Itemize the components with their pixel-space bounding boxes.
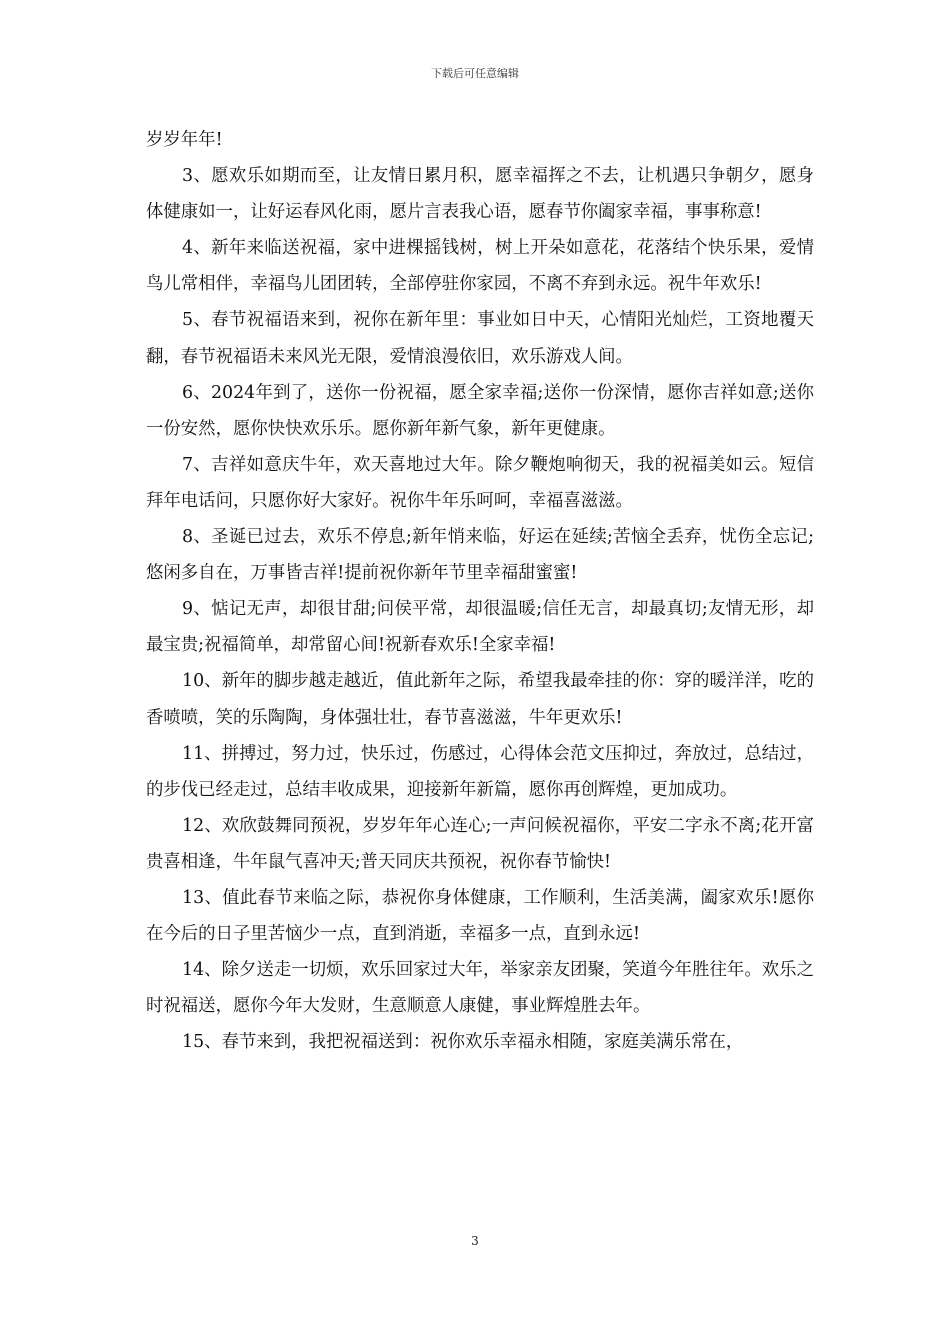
paragraph-continuation: 岁岁年年! [146, 130, 223, 150]
paragraph-item-4: 4、新年来临送祝福，家中进棵摇钱树，树上开朵如意花，花落结个快乐果，爱情鸟儿常相伴，幸福鸟儿团团转，全部停驻你家园，不离不弃到永远。祝牛年欢乐! [146, 238, 814, 295]
paragraph-item-15: 15、春节来到，我把祝福送到：祝你欢乐幸福永相随，家庭美满乐常在， [182, 1032, 744, 1053]
paragraph-item-14: 14、除夕送走一切烦，欢乐回家过大年，举家亲友团聚，笑道今年胜往年。欢乐之时祝福送，愿你今年大发财，生意顺意人康健，事业辉煌胜去年。 [146, 960, 814, 1017]
document-body [146, 122, 814, 1060]
paragraph-item-10: 10、新年的脚步越走越近，值此新年之际，希望我最牵挂的你：穿的暖洋洋，吃的香喷喷，笑的乐陶陶，身体强壮壮，春节喜滋滋，牛年更欢乐! [146, 671, 814, 728]
page-header: 下载后可任意编辑 [431, 67, 519, 80]
paragraph-item-5: 5、春节祝福语来到，祝你在新年里：事业如日中天，心情阳光灿烂，工资地覆天翻，春节祝福语未来风光无限，爱情浪漫依旧，欢乐游戏人间。 [146, 310, 814, 367]
paragraph-item-9: 9、惦记无声，却很甘甜;问侯平常，却很温暖;信任无言，却最真切;友情无形，却最宝贵;祝福简单，却常留心间!祝新春欢乐!全家幸福! [146, 599, 814, 656]
page-number: 3 [471, 1234, 479, 1248]
paragraph-item-6: 6、2024年到了，送你一份祝福，愿全家幸福;送你一份深情，愿你吉祥如意;送你一份安然，愿你快快欢乐乐。愿你新年新气象，新年更健康。 [146, 382, 814, 439]
paragraph-item-8: 8、圣诞已过去，欢乐不停息;新年悄来临，好运在延续;苦恼全丢弃，忧伤全忘记;悠闲多自在，万事皆吉祥!提前祝你新年节里幸福甜蜜蜜! [146, 527, 814, 584]
paragraph-item-12: 12、欢欣鼓舞同预祝，岁岁年年心连心;一声问候祝福你，平安二字永不离;花开富贵喜相逢，牛年鼠气喜冲天;普天同庆共预祝，祝你春节愉快! [146, 815, 814, 872]
paragraph-item-11: 11、拼搏过，努力过，快乐过，伤感过，心得体会范文压抑过，奔放过，总结过，的步伐已经走过，总结丰收成果，迎接新年新篇，愿你再创辉煌，更加成功。 [146, 743, 814, 800]
paragraph-item-13: 13、值此春节来临之际，恭祝你身体健康，工作顺利，生活美满，阖家欢乐!愿你在今后的日子里苦恼少一点，直到消逝，幸福多一点，直到永远! [146, 887, 814, 945]
paragraph-item-3: 3、愿欢乐如期而至，让友情日累月积，愿幸福挥之不去，让机遇只争朝夕，愿身体健康如一，让好运春风化雨，愿片言表我心语，愿春节你阖家幸福，事事称意! [146, 166, 814, 223]
paragraph-item-7: 7、吉祥如意庆牛年，欢天喜地过大年。除夕鞭炮响彻天，我的祝福美如云。短信拜年电话问，只愿你好大家好。祝你牛年乐呵呵，幸福喜滋滋。 [146, 454, 814, 511]
